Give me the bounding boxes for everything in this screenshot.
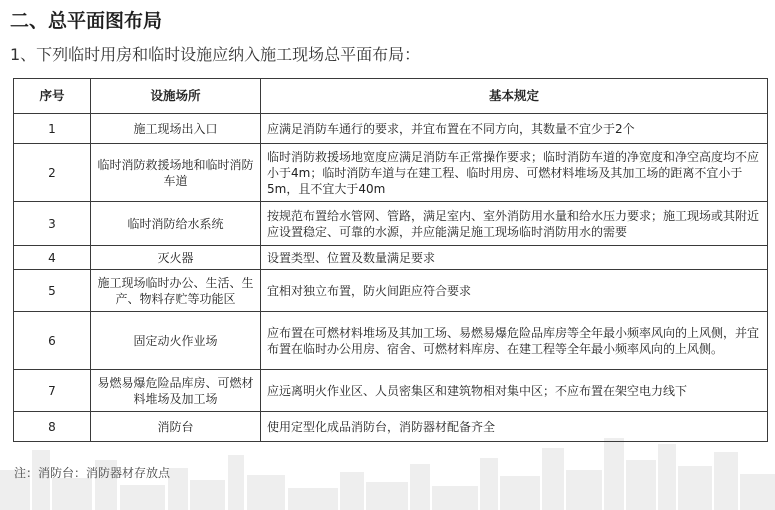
table-row (14, 246, 768, 270)
row-no: 7 (14, 370, 91, 412)
row-facility: 施工现场出入口 (91, 114, 261, 144)
row-facility: 施工现场临时办公、生活、生产、物料存贮等功能区 (91, 270, 261, 312)
section-heading: 二、总平面图布局 (10, 10, 163, 32)
row-facility: 易燃易爆危险品库房、可燃材料堆场及加工场 (91, 370, 261, 412)
row-no: 6 (14, 312, 91, 370)
row-facility: 灭火器 (91, 246, 261, 270)
table-row (14, 412, 768, 442)
table-footnote: 注：消防台：消防器材存放点 (14, 466, 171, 480)
header-rule: 基本规定 (261, 79, 768, 114)
facility-rules-table (13, 78, 768, 442)
row-rule: 应布置在可燃材料堆场及其加工场、易燃易爆危险品库房等全年最小频率风向的上风侧，并宜布置在临时办公用房、宿舍、可燃材料库房、在建工程等全年最小频率风向的上风侧。 (261, 312, 768, 370)
row-rule: 设置类型、位置及数量满足要求 (261, 246, 768, 270)
row-facility: 临时消防给水系统 (91, 202, 261, 246)
section-subheading: 1、下列临时用房和临时设施应纳入施工现场总平面布局： (10, 45, 421, 64)
table-row (14, 370, 768, 412)
header-no: 序号 (14, 79, 91, 114)
row-rule: 宜相对独立布置，防火间距应符合要求 (261, 270, 768, 312)
table-row (14, 270, 768, 312)
header-facility: 设施场所 (91, 79, 261, 114)
row-no: 3 (14, 202, 91, 246)
row-facility: 消防台 (91, 412, 261, 442)
row-no: 2 (14, 144, 91, 202)
table-row (14, 312, 768, 370)
row-no: 1 (14, 114, 91, 144)
row-facility: 固定动火作业场 (91, 312, 261, 370)
row-rule: 临时消防救援场地宽度应满足消防车正常操作要求；临时消防车道的净宽度和净空高度均不应小于4m；临时消防车道与在建工程、临时用房、可燃材料堆场及其加工场的距离不宜小于5m，且不宜大于40m (261, 144, 768, 202)
table-header-row (14, 79, 768, 114)
row-no: 5 (14, 270, 91, 312)
table-row (14, 144, 768, 202)
row-rule: 应远离明火作业区、人员密集区和建筑物相对集中区；不应布置在架空电力线下 (261, 370, 768, 412)
table-row (14, 202, 768, 246)
row-rule: 使用定型化成品消防台，消防器材配备齐全 (261, 412, 768, 442)
table-row (14, 114, 768, 144)
row-no: 4 (14, 246, 91, 270)
row-no: 8 (14, 412, 91, 442)
row-rule: 应满足消防车通行的要求，并宜布置在不同方向，其数量不宜少于2个 (261, 114, 768, 144)
row-facility: 临时消防救援场地和临时消防车道 (91, 144, 261, 202)
row-rule: 按规范布置给水管网、管路，满足室内、室外消防用水量和给水压力要求；施工现场或其附近应设置稳定、可靠的水源，并应能满足施工现场临时消防用水的需要 (261, 202, 768, 246)
